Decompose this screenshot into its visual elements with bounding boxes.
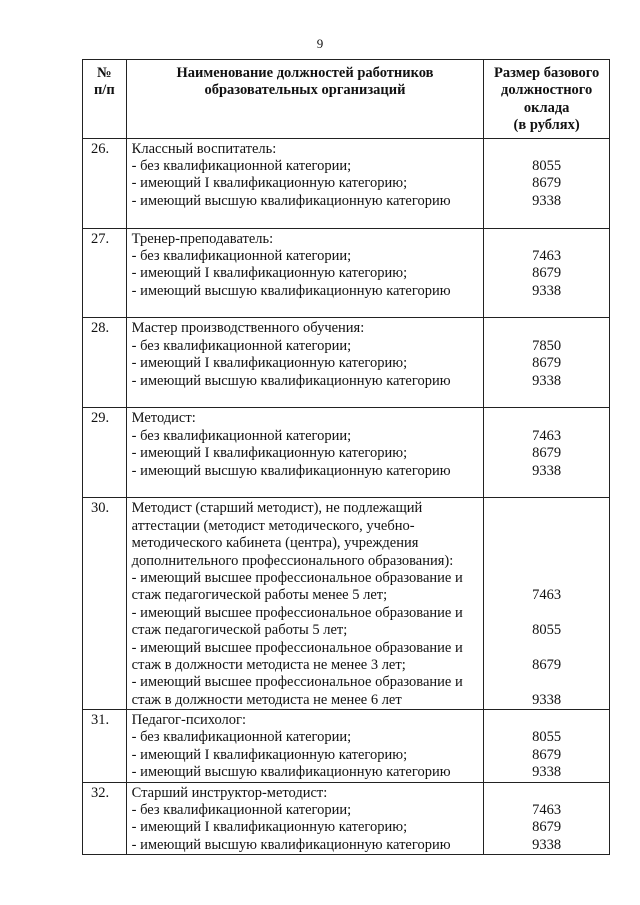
position-line: - имеющий I квалификационную категорию; [131,265,408,282]
position-cell [126,318,484,408]
salary-value [484,570,609,587]
position-line: - имеющий высшую квалификационную категорию [131,282,451,299]
position-line: - имеющий I квалификационную категорию; [131,746,408,763]
salary-value: 9338 [532,282,562,299]
position-line: - без квалификационной категории; [131,729,352,746]
position-line: аттестации (методист методического, учебно- [131,517,415,534]
salary-value: 7850 [532,337,562,354]
salary-value [484,712,609,729]
salary-value: 7463 [532,247,562,264]
position-cell [126,710,484,783]
salary-value [484,674,609,691]
salary-value [484,518,609,535]
salary-cell [484,138,610,228]
salary-value [484,535,609,552]
salary-value: 8679 [532,819,562,836]
position-title: Мастер производственного обучения: [131,320,365,337]
salary-value: 9338 [532,462,562,479]
header-number [83,60,127,139]
spacer [132,300,484,317]
position-cell [126,138,484,228]
position-line: стаж в должности методиста не менее 3 лет; [131,656,406,673]
salary-value [484,410,609,427]
position-line: - имеющий высшее профессиональное образование и [131,569,463,586]
position-cell [126,228,484,318]
salary-cell [484,408,610,498]
header-text: Размер базового [493,65,600,81]
position-line: - имеющий I квалификационную категорию; [131,445,408,462]
header-text: должностного [500,82,593,99]
salary-value: 8055 [532,622,562,639]
salary-value: 9338 [532,192,562,209]
salary-value [484,605,609,622]
salary-value: 9338 [532,372,562,389]
table-body [83,138,610,855]
salary-cell [484,318,610,408]
position-line: стаж педагогической работы менее 5 лет; [131,587,388,604]
salary-value: 8055 [532,729,562,746]
salary-table [82,59,610,855]
position-line: - имеющий высшее профессиональное образование и [131,604,463,621]
row-number: 32. [83,782,127,855]
position-line: стаж педагогической работы 5 лет; [131,622,348,639]
position-line: стаж в должности методиста не менее 6 лет [131,691,402,708]
table-header-row [83,60,610,139]
table-row [83,498,610,710]
header-text: образовательных организаций [204,82,406,99]
salary-value: 7463 [532,802,562,819]
position-cell [126,782,484,855]
salary-value [484,640,609,657]
header-position-name [126,60,484,139]
salary-cell [484,710,610,783]
salary-value [484,500,609,517]
header-text: оклада [523,99,570,116]
salary-value [484,231,609,248]
salary-value: 8679 [532,265,562,282]
position-line: - без квалификационной категории; [131,247,352,264]
position-line: - без квалификационной категории; [131,337,352,354]
salary-value [484,553,609,570]
position-line: - имеющий I квалификационную категорию; [131,175,408,192]
table-row [83,710,610,783]
salary-value: 8055 [532,157,562,174]
position-title: Методист (старший методист), не подлежащий [131,500,423,517]
spacer [132,390,484,407]
row-number: 26. [83,138,127,228]
position-line: дополнительного профессионального образования): [131,552,454,569]
header-salary [484,60,610,139]
position-title: Тренер-преподаватель: [131,230,274,247]
position-title: Старший инструктор-методист: [131,784,328,801]
position-line: - имеющий высшую квалификационную категорию [131,192,451,209]
table-row [83,782,610,855]
table-row [83,318,610,408]
salary-value: 8679 [532,746,562,763]
salary-value: 8679 [532,656,562,673]
position-title: Педагог-психолог: [131,712,246,729]
position-line: - имеющий высшую квалификационную категорию [131,372,451,389]
salary-value: 9338 [532,836,562,853]
position-line: - без квалификационной категории; [131,157,352,174]
position-line: - имеющий высшую квалификационную категорию [131,764,451,781]
position-line: - без квалификационной категории; [131,802,352,819]
header-text: № [97,65,112,81]
salary-value: 8679 [532,355,562,372]
position-line: - имеющий высшую квалификационную категорию [131,836,451,853]
salary-value: 7463 [532,587,562,604]
salary-value [484,785,609,802]
position-title: Классный воспитатель: [131,140,277,157]
salary-cell [484,782,610,855]
position-line: - без квалификационной категории; [131,427,352,444]
position-cell [126,498,484,710]
row-number: 27. [83,228,127,318]
header-text: (в рублях) [513,117,580,134]
salary-value: 7463 [532,427,562,444]
header-text: п/п [93,82,115,99]
spacer [132,480,484,497]
position-line: - имеющий I квалификационную категорию; [131,355,408,372]
salary-value [484,320,609,337]
page-number: 9 [316,36,324,51]
position-line: - имеющий высшее профессиональное образование и [131,639,463,656]
salary-value: 9338 [532,764,562,781]
salary-value: 8679 [532,175,562,192]
salary-value: 8679 [532,445,562,462]
row-number: 31. [83,710,127,783]
spacer [132,210,484,227]
position-line: - имеющий высшее профессиональное образование и [131,674,463,691]
table-row [83,228,610,318]
position-line: - имеющий I квалификационную категорию; [131,819,408,836]
header-text: Наименование должностей работников [176,65,434,81]
row-number: 29. [83,408,127,498]
position-line: - имеющий высшую квалификационную категорию [131,462,451,479]
position-cell [126,408,484,498]
row-number: 30. [83,498,127,710]
row-number: 28. [83,318,127,408]
table-row [83,138,610,228]
salary-cell [484,228,610,318]
salary-cell [484,498,610,710]
salary-value: 9338 [532,691,562,708]
position-title: Методист: [131,410,196,427]
table-row [83,408,610,498]
position-line: методического кабинета (центра), учреждения [131,535,419,552]
salary-value [484,141,609,158]
